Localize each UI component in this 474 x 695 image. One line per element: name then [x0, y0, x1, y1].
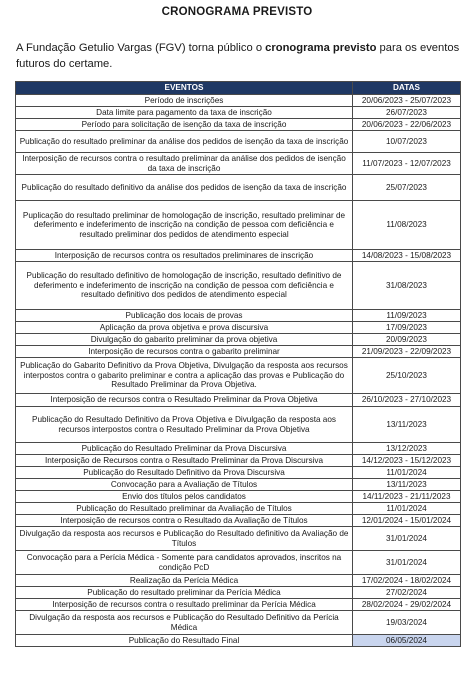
- date-cell: 13/11/2023: [353, 479, 461, 491]
- event-cell: Interposição de Recursos contra o Resultado Preliminar da Prova Discursiva: [16, 455, 353, 467]
- date-cell: 31/01/2024: [353, 551, 461, 575]
- table-row: [16, 250, 461, 262]
- event-cell: Divulgação da resposta aos recursos e Publicação do Resultado Definitivo da Perícia Médica: [16, 611, 353, 635]
- table-row: [16, 346, 461, 358]
- date-cell: 12/01/2024 - 15/01/2024: [353, 515, 461, 527]
- header-datas: DATAS: [353, 82, 461, 95]
- date-cell: 11/01/2024: [353, 467, 461, 479]
- table-row: [16, 201, 461, 250]
- table-row: [16, 107, 461, 119]
- table-row: [16, 527, 461, 551]
- event-cell: Puplicação do resultado preliminar de homologação de inscrição, resultado preliminar de deferimento e indeferimento de inscrição na condição de pessoa com deficiência e resultado preliminar dos pedidos de atendimento especial: [16, 201, 353, 250]
- intro-text-end: para os eventos futuros do certame.: [16, 42, 460, 70]
- table-row: [16, 551, 461, 575]
- event-cell: Publicação do resultado preliminar da Perícia Médica: [16, 587, 353, 599]
- table-row: [16, 322, 461, 334]
- date-cell: 28/02/2024 - 29/02/2024: [353, 599, 461, 611]
- intro-text-bold: cronograma previsto: [265, 42, 377, 54]
- event-cell: Publicação do resultado preliminar da análise dos pedidos de isenção da taxa de inscrição: [16, 131, 353, 153]
- event-cell: Interposição de recursos contra o Resultado da Avaliação de Títulos: [16, 515, 353, 527]
- table-row: [16, 262, 461, 310]
- event-cell: Período de inscrições: [16, 95, 353, 107]
- table-row: [16, 611, 461, 635]
- table-row: [16, 455, 461, 467]
- table-row: [16, 153, 461, 175]
- event-cell: Convocação para a Perícia Médica - Somente para candidatos aprovados, inscritos na condição PcD: [16, 551, 353, 575]
- table-row: [16, 599, 461, 611]
- date-cell: 14/11/2023 - 21/11/2023: [353, 491, 461, 503]
- event-cell: Publicação do Resultado Final: [16, 635, 353, 647]
- event-cell: Publicação do Resultado Definitivo da Prova Discursiva: [16, 467, 353, 479]
- table-row: [16, 503, 461, 515]
- event-cell: Data limite para pagamento da taxa de inscrição: [16, 107, 353, 119]
- event-cell: Publicação do Resultado Preliminar da Prova Discursiva: [16, 443, 353, 455]
- intro-paragraph: [16, 40, 462, 72]
- event-cell: Envio dos títulos pelos candidatos: [16, 491, 353, 503]
- event-cell: Interposição de recursos contra o Resultado Preliminar da Prova Objetiva: [16, 394, 353, 407]
- table-row: [16, 587, 461, 599]
- date-cell: 20/06/2023 - 25/07/2023: [353, 95, 461, 107]
- table-row: [16, 479, 461, 491]
- table-row: [16, 467, 461, 479]
- table-header-row: [16, 82, 461, 95]
- event-cell: Publicação do resultado definitivo da análise dos pedidos de isenção da taxa de inscrição: [16, 175, 353, 201]
- table-row: [16, 443, 461, 455]
- table-row: [16, 131, 461, 153]
- date-cell: 25/10/2023: [353, 358, 461, 394]
- date-cell: 11/07/2023 - 12/07/2023: [353, 153, 461, 175]
- event-cell: Divulgação da resposta aos recursos e Publicação do Resultado definitivo da Avaliação de Títulos: [16, 527, 353, 551]
- header-eventos: EVENTOS: [16, 82, 353, 95]
- event-cell: Divulgação do gabarito preliminar da prova objetiva: [16, 334, 353, 346]
- table-row: [16, 407, 461, 443]
- event-cell: Interposição de recursos contra os resultados preliminares de inscrição: [16, 250, 353, 262]
- schedule-table: [15, 81, 461, 647]
- date-cell: 31/01/2024: [353, 527, 461, 551]
- event-cell: Publicação do resultado definitivo de homologação de inscrição, resultado definitivo de deferimento e indeferimento de inscrição na condição de pessoa com deficiência e resultado definitivo dos pedidos de atendimento especial: [16, 262, 353, 310]
- date-cell: 10/07/2023: [353, 131, 461, 153]
- table-row: [16, 334, 461, 346]
- table-row: [16, 515, 461, 527]
- date-cell: 17/09/2023: [353, 322, 461, 334]
- date-cell: 14/08/2023 - 15/08/2023: [353, 250, 461, 262]
- event-cell: Publicação do Resultado Definitivo da Prova Objetiva e Divulgação da resposta aos recursos interpostos contra o Resultado Preliminar da Prova Objetiva: [16, 407, 353, 443]
- event-cell: Interposição de recursos contra o resultado preliminar da análise dos pedidos de isenção da taxa de inscrição: [16, 153, 353, 175]
- date-cell: 27/02/2024: [353, 587, 461, 599]
- date-cell: 26/10/2023 - 27/10/2023: [353, 394, 461, 407]
- date-cell-highlighted: 06/05/2024: [353, 635, 461, 647]
- date-cell: 11/08/2023: [353, 201, 461, 250]
- intro-text-start: A Fundação Getulio Vargas (FGV) torna público o: [16, 42, 266, 54]
- table-row: [16, 635, 461, 647]
- event-cell: Realização da Perícia Médica: [16, 575, 353, 587]
- event-cell: Interposição de recursos contra o resultado preliminar da Perícia Médica: [16, 599, 353, 611]
- event-cell: Publicação do Gabarito Definitivo da Prova Objetiva, Divulgação da resposta aos recursos interpostos contra o gabarito preliminar e contra a aplicação das provas e Publicação do Resultado Preliminar da Prova Objetiva.: [16, 358, 353, 394]
- date-cell: 13/12/2023: [353, 443, 461, 455]
- date-cell: 21/09/2023 - 22/09/2023: [353, 346, 461, 358]
- event-cell: Período para solicitação de isenção da taxa de inscrição: [16, 119, 353, 131]
- date-cell: 11/01/2024: [353, 503, 461, 515]
- date-cell: 13/11/2023: [353, 407, 461, 443]
- date-cell: 11/09/2023: [353, 310, 461, 322]
- date-cell: 20/09/2023: [353, 334, 461, 346]
- page-title: CRONOGRAMA PREVISTO: [161, 6, 313, 18]
- date-cell: 19/03/2024: [353, 611, 461, 635]
- table-row: [16, 175, 461, 201]
- date-cell: 14/12/2023 - 15/12/2023: [353, 455, 461, 467]
- event-cell: Interposição de recursos contra o gabarito preliminar: [16, 346, 353, 358]
- event-cell: Publicação do Resultado preliminar da Avaliação de Títulos: [16, 503, 353, 515]
- date-cell: 26/07/2023: [353, 107, 461, 119]
- date-cell: 31/08/2023: [353, 262, 461, 310]
- event-cell: Convocação para a Avaliação de Títulos: [16, 479, 353, 491]
- table-row: [16, 575, 461, 587]
- table-row: [16, 95, 461, 107]
- table-row: [16, 394, 461, 407]
- date-cell: 25/07/2023: [353, 175, 461, 201]
- event-cell: Aplicação da prova objetiva e prova discursiva: [16, 322, 353, 334]
- date-cell: 17/02/2024 - 18/02/2024: [353, 575, 461, 587]
- table-row: [16, 491, 461, 503]
- event-cell: Publicação dos locais de provas: [16, 310, 353, 322]
- table-row: [16, 310, 461, 322]
- table-row: [16, 358, 461, 394]
- table-row: [16, 119, 461, 131]
- date-cell: 20/06/2023 - 22/06/2023: [353, 119, 461, 131]
